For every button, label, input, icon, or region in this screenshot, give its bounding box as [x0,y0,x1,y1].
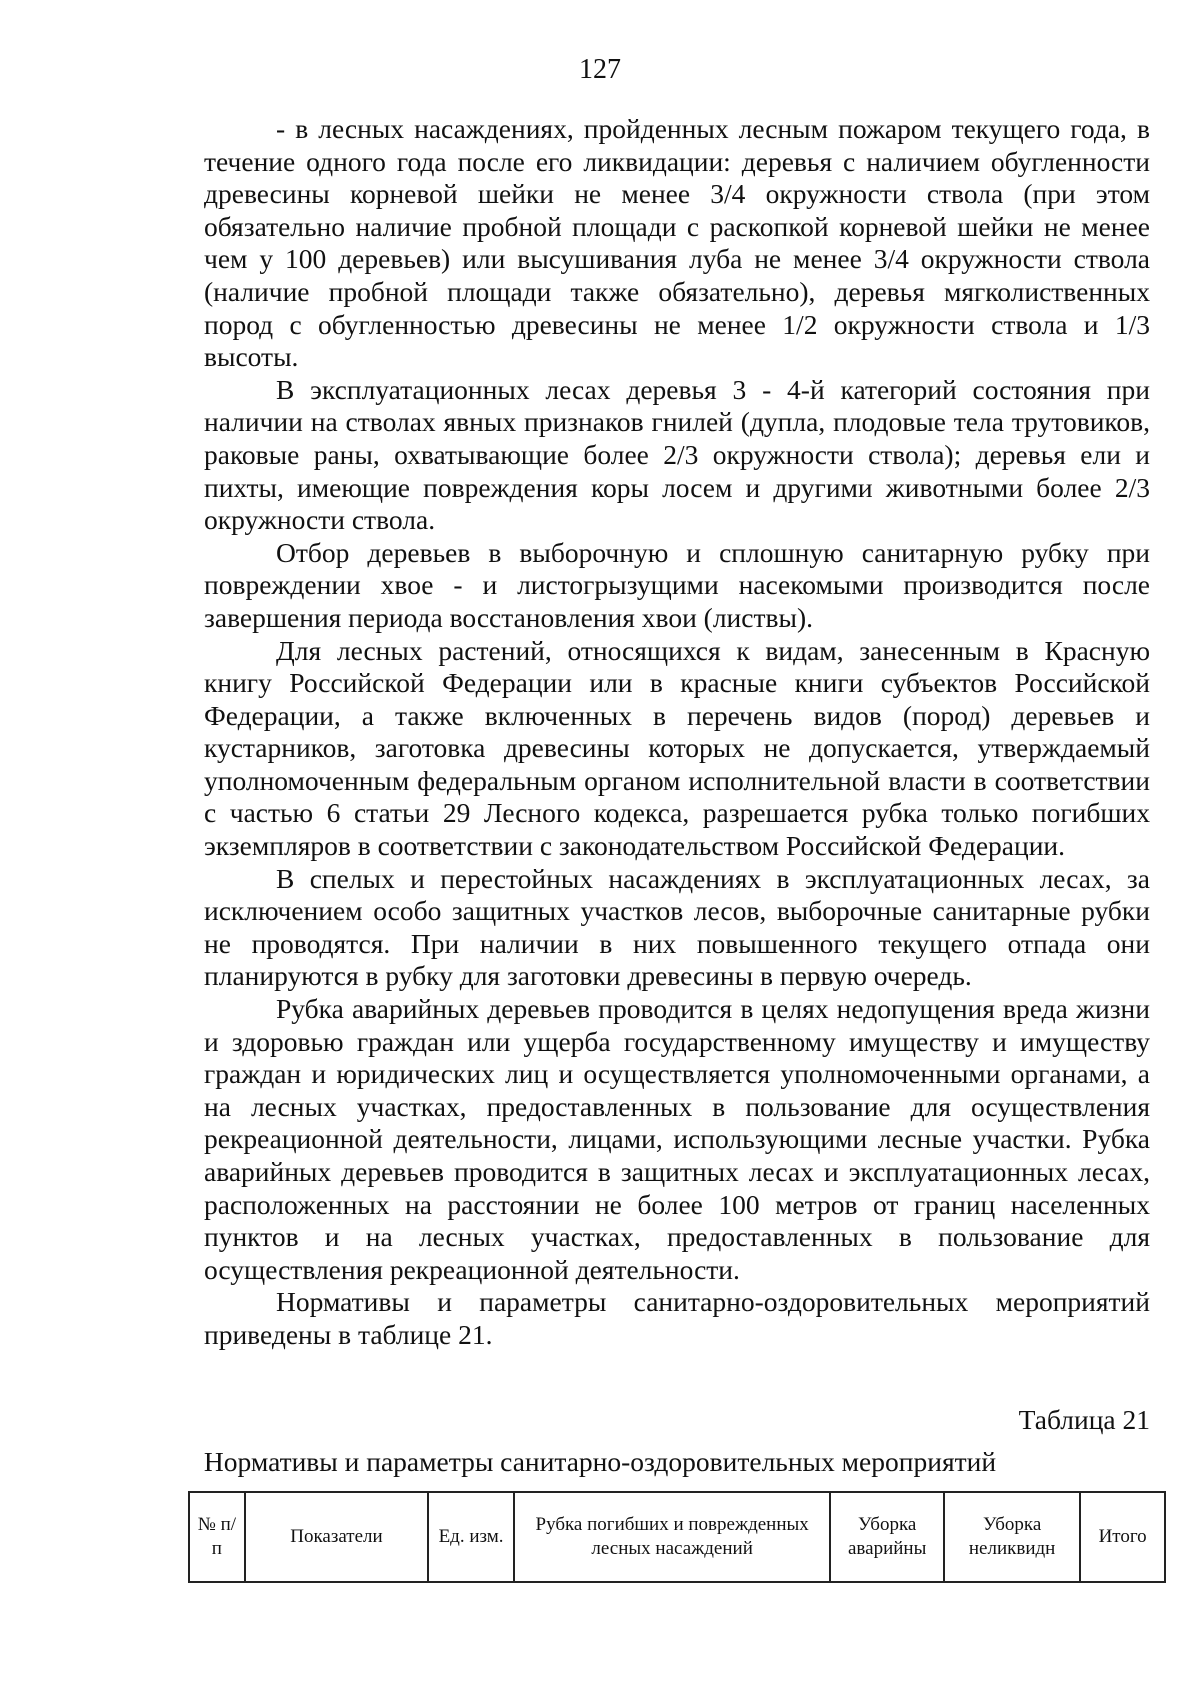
header-unit: Ед. изм. [428,1492,514,1582]
paragraph-mature-stands: В спелых и перестойных насаждениях в эксплуатационных лесах, за исключением особо защитных участков лесов, выборочные санитарные рубки не проводятся. При наличии в них повышенного текущего отпада они планируются в рубку для заготовки древесины в первую очередь. [204,862,1150,992]
header-illiquid-cleanup: Уборка неликвидн [944,1492,1080,1582]
paragraph-insect-damage: Отбор деревьев в выборочную и сплошную санитарную рубку при повреждении хвое - и листогрызущими насекомыми производится после завершения периода восстановления хвои (листвы). [204,536,1150,633]
paragraph-emergency-trees: Рубка аварийных деревьев проводится в целях недопущения вреда жизни и здоровью граждан или ущерба государственному имуществу и имуществу граждан и юридических лиц и осуществляется уполномоченными органами, а на лесных участках, предоставленных в пользование для осуществления рекреационной деятельности, лицами, использующими лесные участки. Рубка аварийных деревьев проводится в защитных лесах и эксплуатационных лесах, расположенных на расстоянии не более 100 метров от границ населенных пунктов и на лесных участках, предоставленных в пользование для осуществления рекреационной деятельности. [204,993,1150,1285]
header-total: Итого [1080,1492,1165,1582]
header-number: № п/п [189,1492,245,1582]
header-felling: Рубка погибших и поврежденных лесных насаждений [514,1492,830,1582]
table-header-row [189,1492,1165,1582]
body-text [204,113,1150,1352]
page-number: 127 [579,54,621,85]
paragraph-red-book-species: Для лесных растений, относящихся к видам, занесенным в Красную книгу Российской Федерации или в красные книги субъектов Российской Федерации, а также включенных в перечень видов (пород) деревьев и кустарников, заготовка древесины которых не допускается, утверждаемый уполномоченным федеральным органом исполнительной власти в соответствии с частью 6 статьи 29 Лесного кодекса, разрешается рубка только погибших экземпляров в соответствии с законодательством Российской Федерации. [204,634,1150,862]
parameters-table [188,1491,1166,1583]
paragraph-fire-damaged-stands: - в лесных насаждениях, пройденных лесным пожаром текущего года, в течение одного года после его ликвидации: деревья с наличием обугленности древесины корневой шейки не менее 3/4 окружности ствола (при этом обязательно наличие пробной площади с раскопкой корневой шейки не менее чем у 100 деревьев) или высушивания луба не менее 3/4 окружности ствола (наличие пробной площади также обязательно), деревья мягколиственных пород с обугленностью древесины не менее 1/2 окружности ствола и 1/3 высоты. [204,113,1150,373]
header-indicators: Показатели [245,1492,428,1582]
paragraph-exploitation-forests: В эксплуатационных лесах деревья 3 - 4-й категорий состояния при наличии на стволах явных признаков гнилей (дупла, плодовые тела трутовиков, раковые раны, охватывающие более 2/3 окружности ствола); деревья ели и пихты, имеющие повреждения коры лосем и другими животными более 2/3 окружности ствола. [204,373,1150,536]
header-emergency-cleanup: Уборка аварийны [830,1492,944,1582]
paragraph-table-reference: Нормативы и параметры санитарно-оздоровительных мероприятий приведены в таблице 21. [204,1286,1150,1350]
table-title: Нормативы и параметры санитарно-оздоровительных мероприятий [203,1446,997,1477]
table-caption: Таблица 21 [1018,1404,1150,1435]
